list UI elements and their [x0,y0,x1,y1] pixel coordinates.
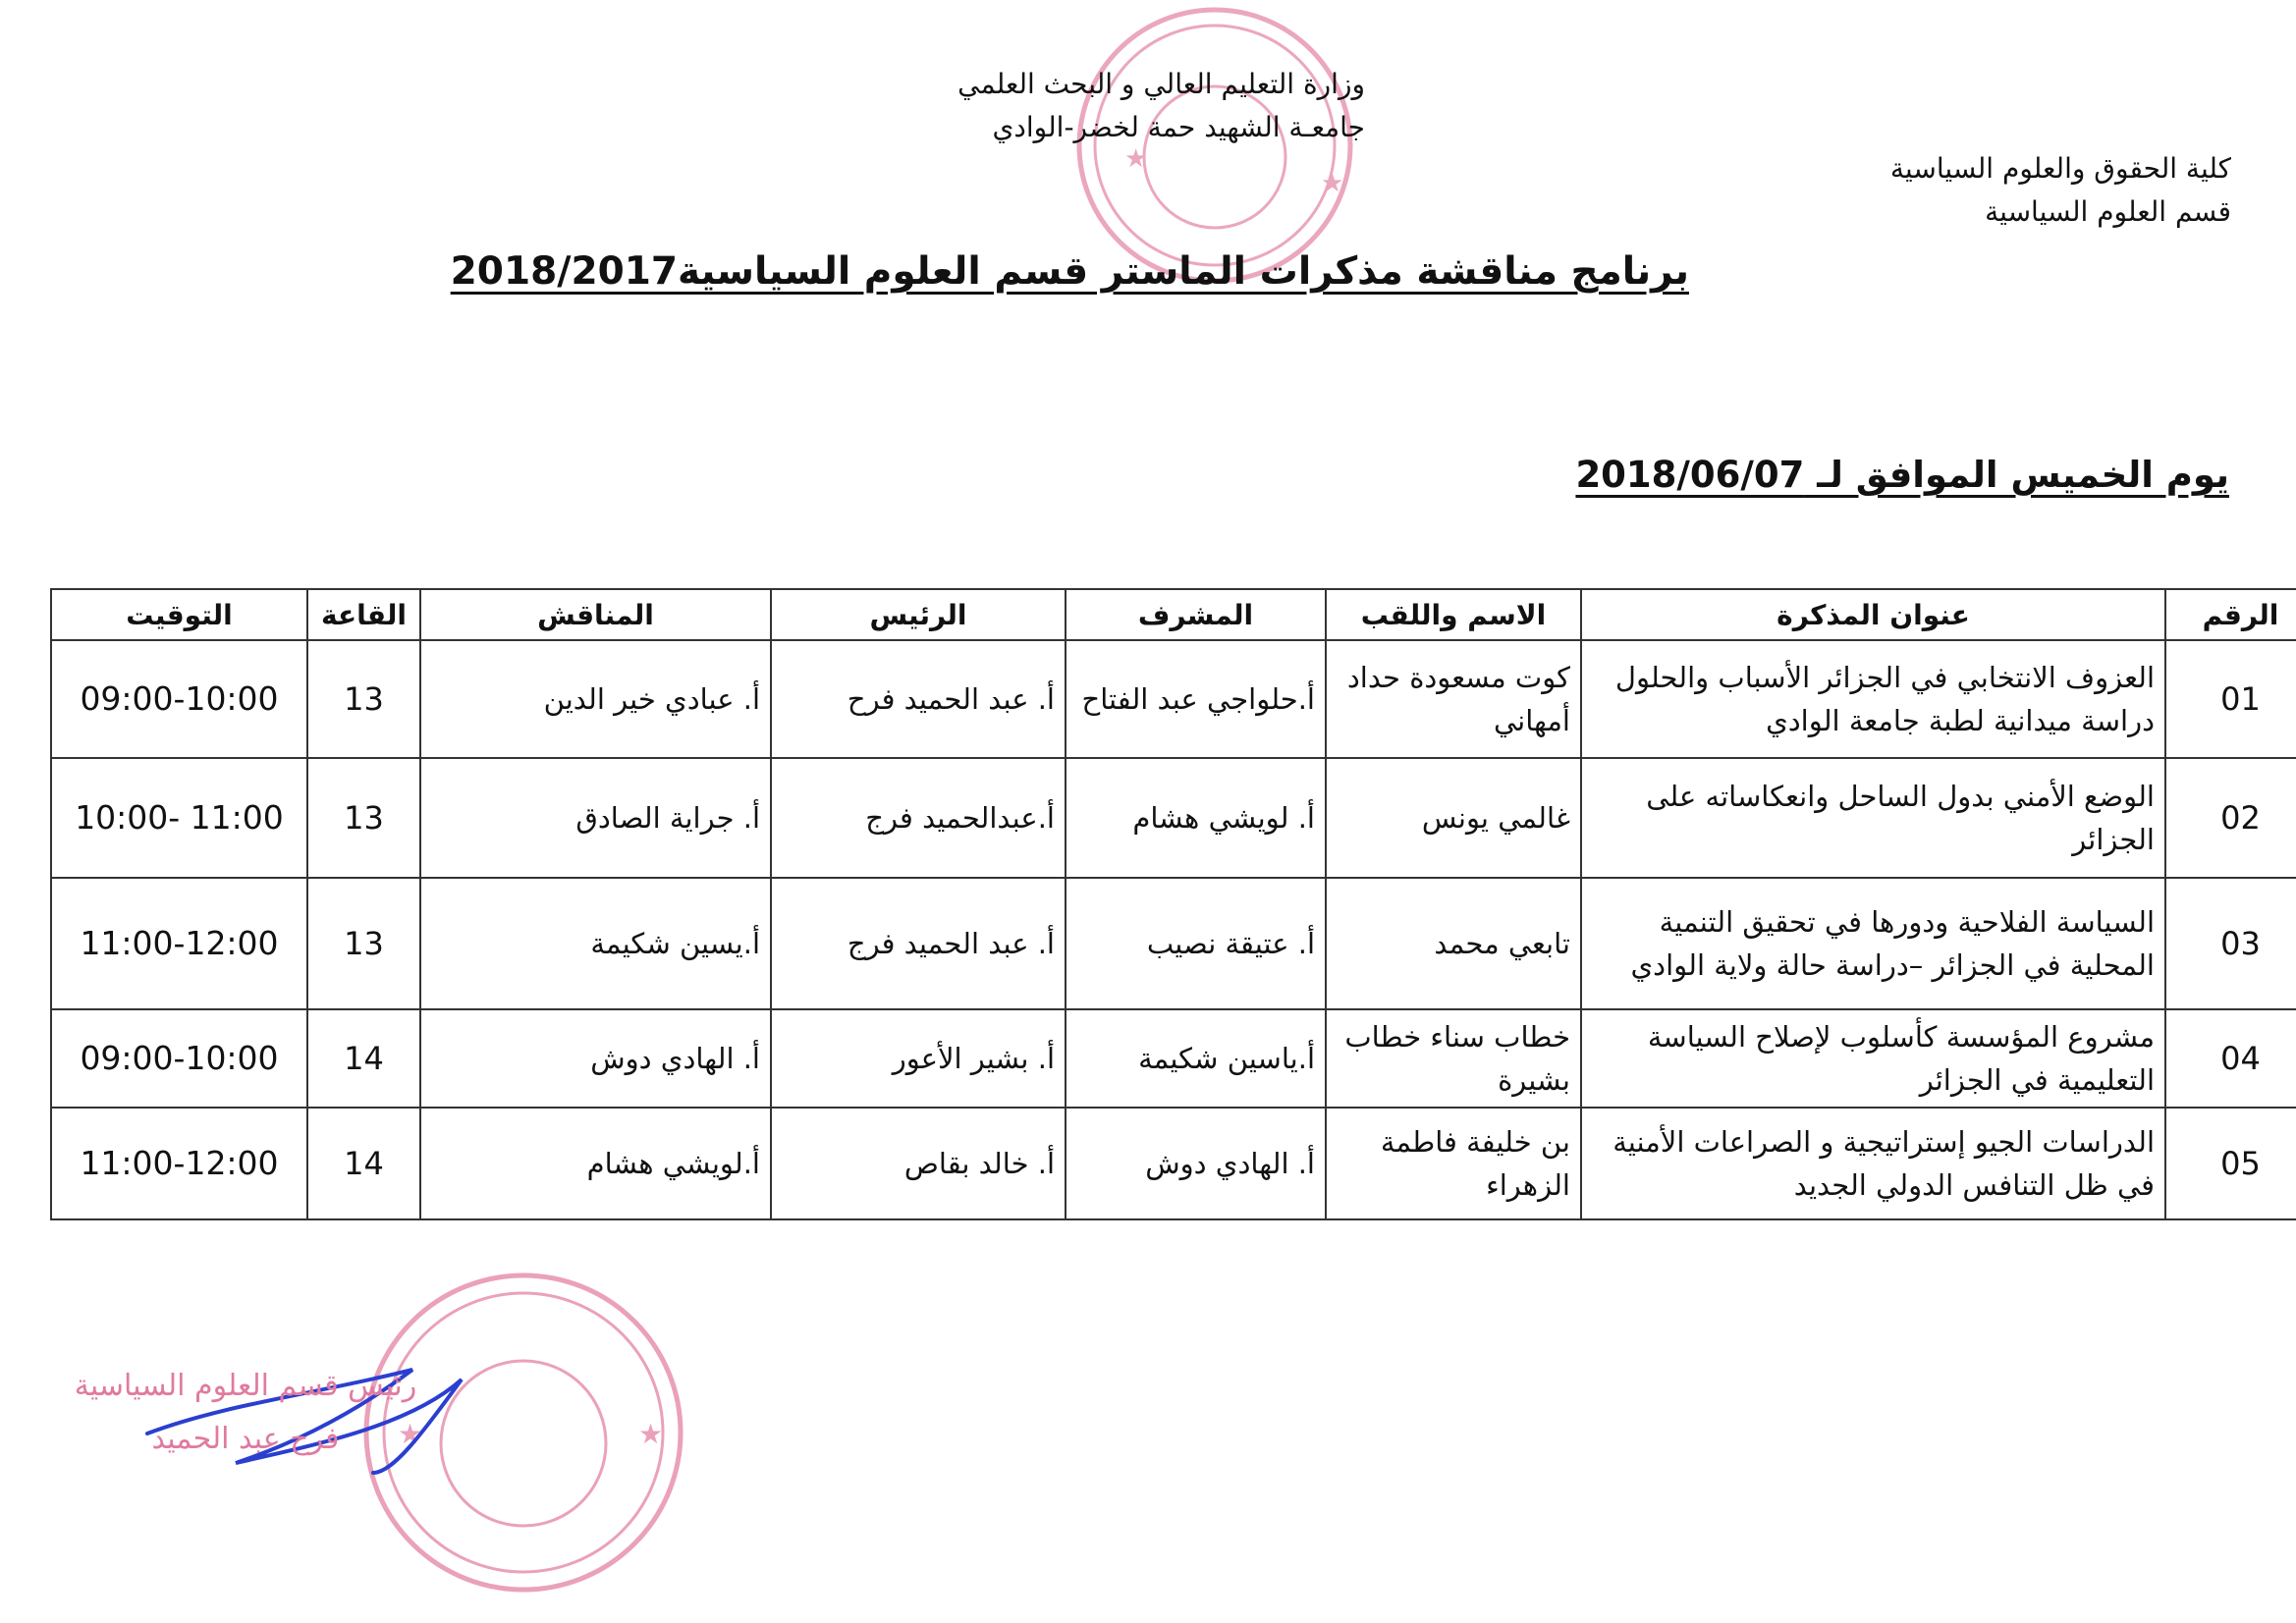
col-header-student: الاسم واللقب [1326,589,1581,640]
cell-title: العزوف الانتخابي في الجزائر الأسباب والحلول دراسة ميدانية لطبة جامعة الوادي [1581,640,2165,758]
table-row [51,878,2296,1009]
cell-president: أ.عبدالحميد فرج [771,758,1066,878]
svg-text:★: ★ [638,1418,664,1450]
ministry-header [923,63,1365,149]
cell-supervisor: أ.ياسين شكيمة [1066,1009,1326,1108]
cell-examiner: أ. عبادي خير الدين [420,640,771,758]
day-date-heading: يوم الخميس الموافق لـ 2018/06/07 [1575,454,2229,496]
cell-number: 04 [2165,1009,2296,1108]
cell-time: 09:00-10:00 [51,1009,307,1108]
col-header-supervisor: المشرف [1066,589,1326,640]
cell-title: الدراسات الجيو إستراتيجية و الصراعات الأمنية في ظل التنافس الدولي الجديد [1581,1108,2165,1219]
cell-student: بن خليفة فاطمة الزهراء [1326,1108,1581,1219]
cell-title: السياسة الفلاحية ودورها في تحقيق التنمية المحلية في الجزائر –دراسة حالة ولاية الوادي [1581,878,2165,1009]
cell-supervisor: أ. الهادي دوش [1066,1108,1326,1219]
cell-number: 02 [2165,758,2296,878]
table-row [51,640,2296,758]
col-header-time: التوقيت [51,589,307,640]
cell-time: 09:00-10:00 [51,640,307,758]
cell-number: 05 [2165,1108,2296,1219]
cell-room: 14 [307,1108,420,1219]
department-name: قسم العلوم السياسية [1985,195,2231,228]
faculty-header [1669,147,2231,234]
col-header-examiner: المناقش [420,589,771,640]
cell-title: مشروع المؤسسة كأسلوب لإصلاح السياسة التعليمية في الجزائر [1581,1009,2165,1108]
cell-student: خطاب سناء خطاب بشيرة [1326,1009,1581,1108]
table-row [51,758,2296,878]
document-title: برنامج مناقشة مذكرات الماستر قسم العلوم السياسية2018/2017 [450,249,1689,294]
cell-president: أ. عبد الحميد فرج [771,878,1066,1009]
cell-number: 03 [2165,878,2296,1009]
cell-supervisor: أ.حلواجي عبد الفتاح [1066,640,1326,758]
cell-student: تابعي محمد [1326,878,1581,1009]
signature-title: رئيس قسم العلوم السياسية [74,1369,417,1403]
cell-title: الوضع الأمني بدول الساحل وانعكاساته على الجزائر [1581,758,2165,878]
cell-room: 13 [307,640,420,758]
cell-supervisor: أ. لويشي هشام [1066,758,1326,878]
cell-president: أ. عبد الحميد فرح [771,640,1066,758]
cell-examiner: أ.لويشي هشام [420,1108,771,1219]
cell-student: كوت مسعودة حداد أمهاني [1326,640,1581,758]
ministry-line: وزارة التعليم العالي و البحث العلمي [957,68,1365,100]
cell-president: أ. بشير الأعور [771,1009,1066,1108]
svg-text:★: ★ [398,1418,423,1450]
cell-student: غالمي يونس [1326,758,1581,878]
cell-time: 11:00-12:00 [51,1108,307,1219]
university-line: جامعـة الشهيد حمة لخضر-الوادي [992,111,1365,143]
defense-schedule-table [50,588,2296,1220]
cell-supervisor: أ. عتيقة نصيب [1066,878,1326,1009]
cell-room: 13 [307,758,420,878]
cell-examiner: أ.يسين شكيمة [420,878,771,1009]
cell-time: 10:00- 11:00 [51,758,307,878]
faculty-name: كلية الحقوق والعلوم السياسية [1889,152,2231,185]
table-row [51,1009,2296,1108]
cell-room: 13 [307,878,420,1009]
col-header-president: الرئيس [771,589,1066,640]
table-row [51,1108,2296,1219]
cell-examiner: أ. الهادي دوش [420,1009,771,1108]
cell-examiner: أ. جراية الصادق [420,758,771,878]
cell-number: 01 [2165,640,2296,758]
signature-name: فرح عبد الحميد [151,1422,340,1456]
svg-text:★: ★ [1124,144,1148,174]
col-header-number: الرقم [2165,589,2296,640]
col-header-room: القاعة [307,589,420,640]
table-header-row [51,589,2296,640]
cell-room: 14 [307,1009,420,1108]
col-header-title: عنوان المذكرة [1581,589,2165,640]
signature-block [69,1360,422,1466]
svg-text:★: ★ [1321,169,1344,198]
cell-president: أ. خالد بقاص [771,1108,1066,1219]
cell-time: 11:00-12:00 [51,878,307,1009]
